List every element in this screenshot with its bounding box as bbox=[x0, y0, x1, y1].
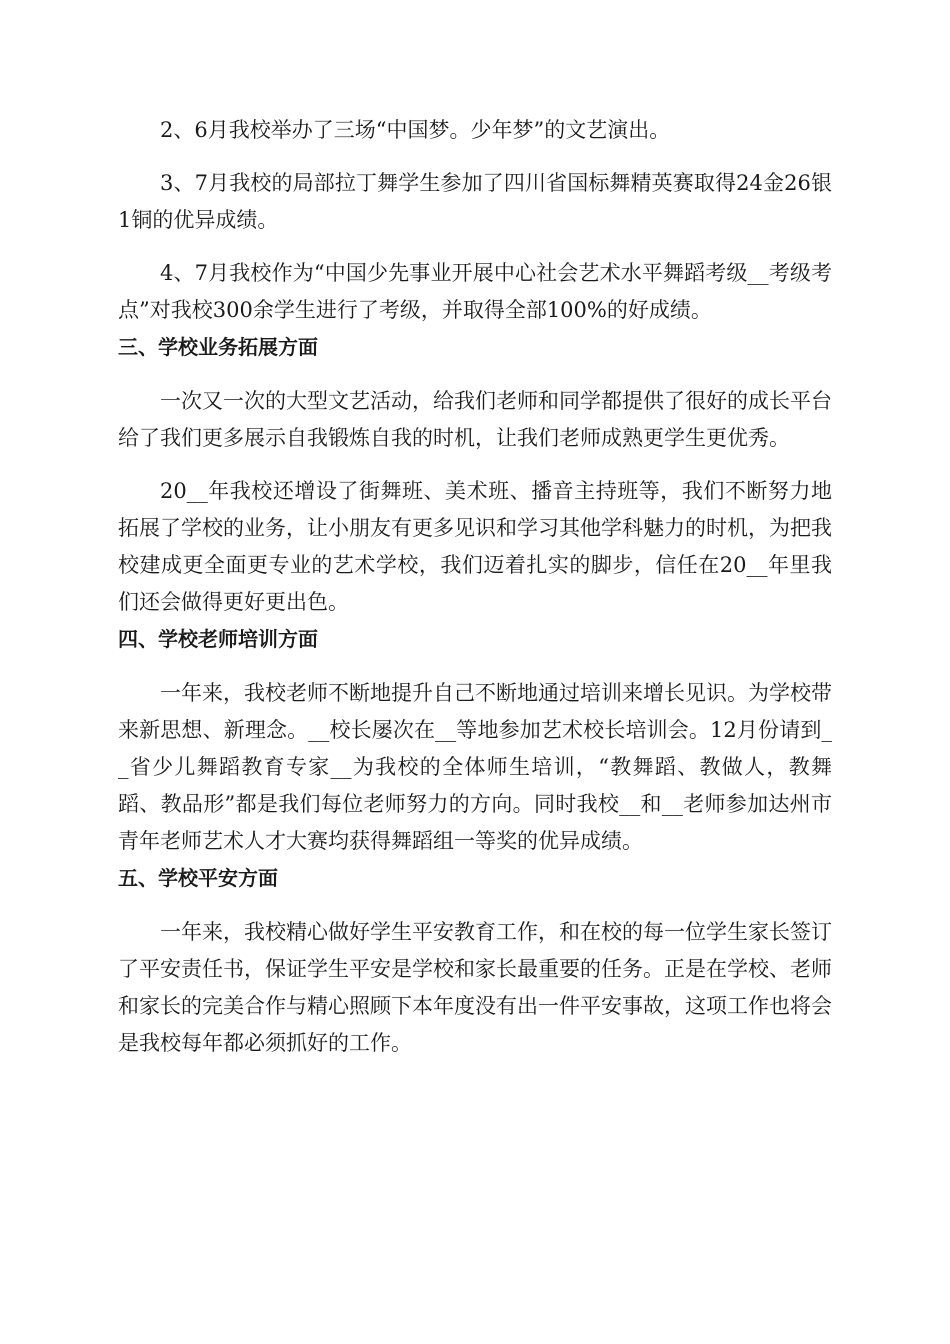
paragraph-item-4: 4、7月我校作为“中国少先事业开展中心社会艺术水平舞蹈考级__考级考点”对我校300余学生进行了考级，并取得全部100%的好成绩。 bbox=[118, 261, 832, 322]
section-heading-3: 三、学校业务拓展方面 bbox=[118, 335, 318, 359]
paragraph-safety: 一年来，我校精心做好学生平安教育工作，和在校的每一位学生家长签订了平安责任书，保证学生平安是学校和家长最重要的任务。正是在学校、老师和家长的完美合作与精心照顾下本年度没有出一件平安事故，这项工作也将会是我校每年都必须抓好的工作。 bbox=[118, 920, 832, 1055]
section-heading-4: 四、学校老师培训方面 bbox=[118, 627, 318, 651]
paragraph-business-1: 一次又一次的大型文艺活动，给我们老师和同学都提供了很好的成长平台给了我们更多展示自我锻炼自我的时机，让我们老师成熟更学生更优秀。 bbox=[118, 389, 832, 450]
paragraph-training: 一年来，我校老师不断地提升自己不断地通过培训来增长见识。为学校带来新思想、新理念。__校长屡次在__等地参加艺术校长培训会。12月份请到__省少儿舞蹈教育专家__为我校的全体师生培训，“教舞蹈、教做人，教舞蹈、教品形”都是我们每位老师努力的方向。同时我校__和__老师参加达州市青年老师艺术人才大赛均获得舞蹈组一等奖的优异成绩。 bbox=[118, 681, 832, 853]
paragraph-business-2: 20__年我校还增设了街舞班、美术班、播音主持班等，我们不断努力地拓展了学校的业务，让小朋友有更多见识和学习其他学科魅力的时机，为把我校建成更全面更专业的艺术学校，我们迈着扎实的脚步，信任在20__年里我们还会做得更好更出色。 bbox=[118, 479, 832, 614]
section-heading-5: 五、学校平安方面 bbox=[118, 866, 278, 890]
paragraph-item-2: 2、6月我校举办了三场“中国梦。少年梦”的文艺演出。 bbox=[160, 118, 671, 142]
paragraph-item-3: 3、7月我校的局部拉丁舞学生参加了四川省国标舞精英赛取得24金26银1铜的优异成绩。 bbox=[118, 171, 832, 232]
